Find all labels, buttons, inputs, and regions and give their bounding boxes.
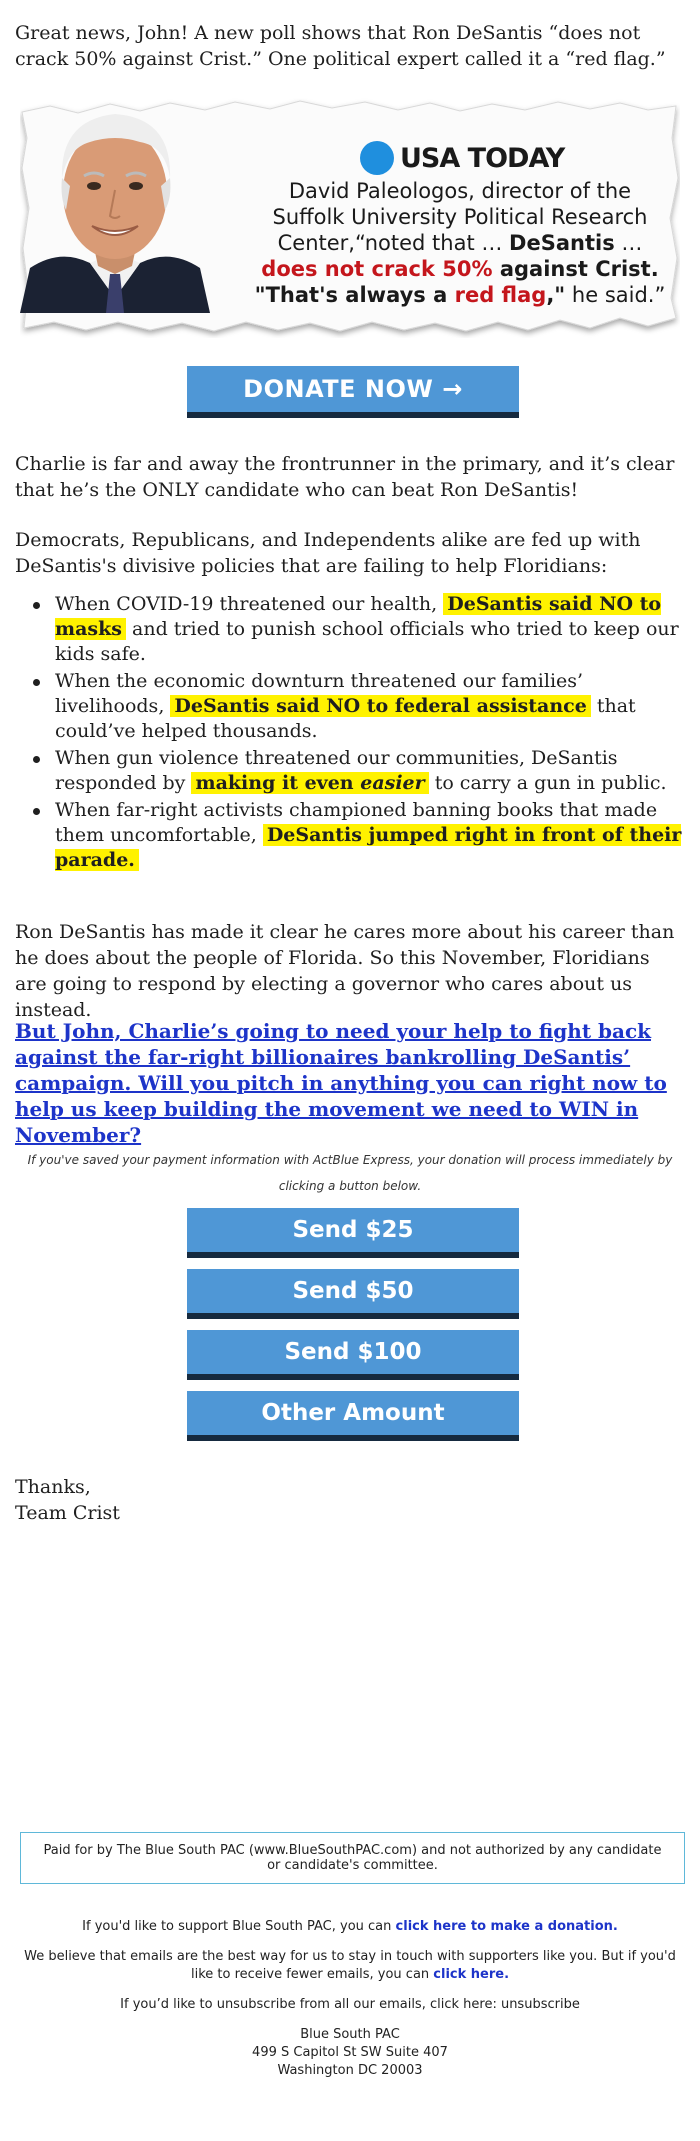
frontrunner-paragraph: Charlie is far and away the frontrunner in the primary, and it’s clear that he’s the ONLY candidate who can beat Ron DeSantis! xyxy=(15,453,675,501)
fewer-emails-text: We believe that emails are the best way for us to stay in touch with supporters like you. But if you'd like to receive fewer emails, you can xyxy=(24,1949,676,1982)
send-50-button[interactable]: Send $50 xyxy=(187,1269,519,1319)
signoff xyxy=(15,1474,315,1526)
make-donation-link[interactable]: click here to make a donation. xyxy=(395,1919,618,1934)
bullet-text: When gun violence threatened our communities, DeSantis responded by xyxy=(55,747,618,794)
signoff-thanks: Thanks, xyxy=(15,1476,91,1498)
press-clipping-banner[interactable] xyxy=(20,98,680,338)
other-amount-button[interactable]: Other Amount xyxy=(187,1391,519,1441)
quote-line-4 xyxy=(240,256,680,282)
bullet-text: When COVID-19 threatened our health, xyxy=(55,593,444,615)
quote-line-5-b: ," xyxy=(546,283,566,307)
quote-line-3-b: DeSantis xyxy=(509,231,615,255)
send-25-button[interactable]: Send $25 xyxy=(187,1208,519,1258)
quote-line-2: Suffolk University Political Research xyxy=(272,205,648,229)
list-item xyxy=(55,669,685,744)
actblue-express-note: If you've saved your payment information with ActBlue Express, your donation will process immediately by clicking a button below. xyxy=(27,1153,673,1193)
org-name: Blue South PAC xyxy=(300,2027,400,2042)
bullet-text: to carry a gun in public. xyxy=(428,772,667,794)
bullet-highlight-a: making it even xyxy=(195,772,361,794)
quote-line-5-a: "That's always a xyxy=(254,283,455,307)
bullet-icon xyxy=(33,679,40,686)
bullet-highlight-em: easier xyxy=(360,772,425,794)
bullet-text: When the economic downturn threatened our families’ livelihoods, xyxy=(55,670,584,717)
bullet-text: When far-right activists championed banning books that made them uncomfortable, xyxy=(55,799,658,846)
list-item xyxy=(55,592,685,667)
send-100-button[interactable]: Send $100 xyxy=(187,1330,519,1380)
paid-for-disclaimer: Paid for by The Blue South PAC (www.BlueSouthPAC.com) and not authorized by any candidate or candidate's committee. xyxy=(20,1832,685,1884)
quote-line-5-red: red flag xyxy=(454,283,547,307)
bullet-icon xyxy=(33,602,40,609)
fed-up-paragraph: Democrats, Republicans, and Independents alike are fed up with DeSantis's divisive policies that are failing to help Floridians: xyxy=(15,529,641,577)
bullet-text: that could’ve helped thousands. xyxy=(55,695,636,742)
usa-today-wordmark: USA TODAY xyxy=(400,142,565,174)
career-paragraph: Ron DeSantis has made it clear he cares more about his career than he does about the people of Florida. So this November, Floridians are going to respond by electing a governor who cares about us instead. xyxy=(15,921,675,1021)
quote-line-1: David Paleologos, director of the xyxy=(288,179,632,203)
intro-paragraph: Great news, John! A new poll shows that Ron DeSantis “does not crack 50% against Crist.” One political expert called it a “red flag.” xyxy=(15,22,666,70)
bullet-highlight xyxy=(191,772,428,794)
unsubscribe-line[interactable]: If you’d like to unsubscribe from all our emails, click here: unsubscribe xyxy=(120,1997,580,2012)
fewer-emails-line xyxy=(15,1948,685,1984)
support-line xyxy=(15,1918,685,1936)
charlie-crist-portrait xyxy=(20,98,210,313)
quote-line-4-red: does not crack 50% xyxy=(261,257,493,281)
bullet-icon xyxy=(33,808,40,815)
donation-ask-link[interactable]: But John, Charlie’s going to need your help to fight back against the far-right billionaires bankrolling DeSantis’ campaign. Will you pitch in anything you can right now to help us keep building the movement we need to WIN in November? xyxy=(15,1019,667,1147)
bullet-highlight: DeSantis jumped right in front of their parade. xyxy=(55,824,682,871)
quote-line-5 xyxy=(240,282,680,308)
bullet-highlight: DeSantis said NO to masks xyxy=(55,593,662,640)
org-address-1: 499 S Capitol St SW Suite 407 xyxy=(252,2045,448,2060)
usa-today-logo xyxy=(360,140,564,176)
bullet-icon xyxy=(33,756,40,763)
list-item xyxy=(55,798,685,873)
policy-failures-list xyxy=(55,592,685,875)
bullet-highlight: DeSantis said NO to federal assistance xyxy=(170,695,590,717)
org-address-2: Washington DC 20003 xyxy=(277,2063,423,2078)
quote-line-5-c: he said.” xyxy=(565,283,666,307)
support-text: If you'd like to support Blue South PAC, you can xyxy=(82,1919,396,1934)
usa-today-dot-icon xyxy=(360,141,394,175)
quote-line-3-c: … xyxy=(614,231,643,255)
donate-now-button[interactable]: DONATE NOW → xyxy=(187,366,519,418)
quote-line-4-b: against Crist. xyxy=(492,257,659,281)
list-item xyxy=(55,746,685,796)
bullet-text: and tried to punish school officials who tried to keep our kids safe. xyxy=(55,618,679,665)
press-quote xyxy=(240,178,680,308)
signoff-team: Team Crist xyxy=(15,1502,120,1524)
quote-line-3-a: Center,“noted that … xyxy=(277,231,510,255)
quote-line-3 xyxy=(240,230,680,256)
fewer-emails-link[interactable]: click here. xyxy=(433,1967,510,1982)
